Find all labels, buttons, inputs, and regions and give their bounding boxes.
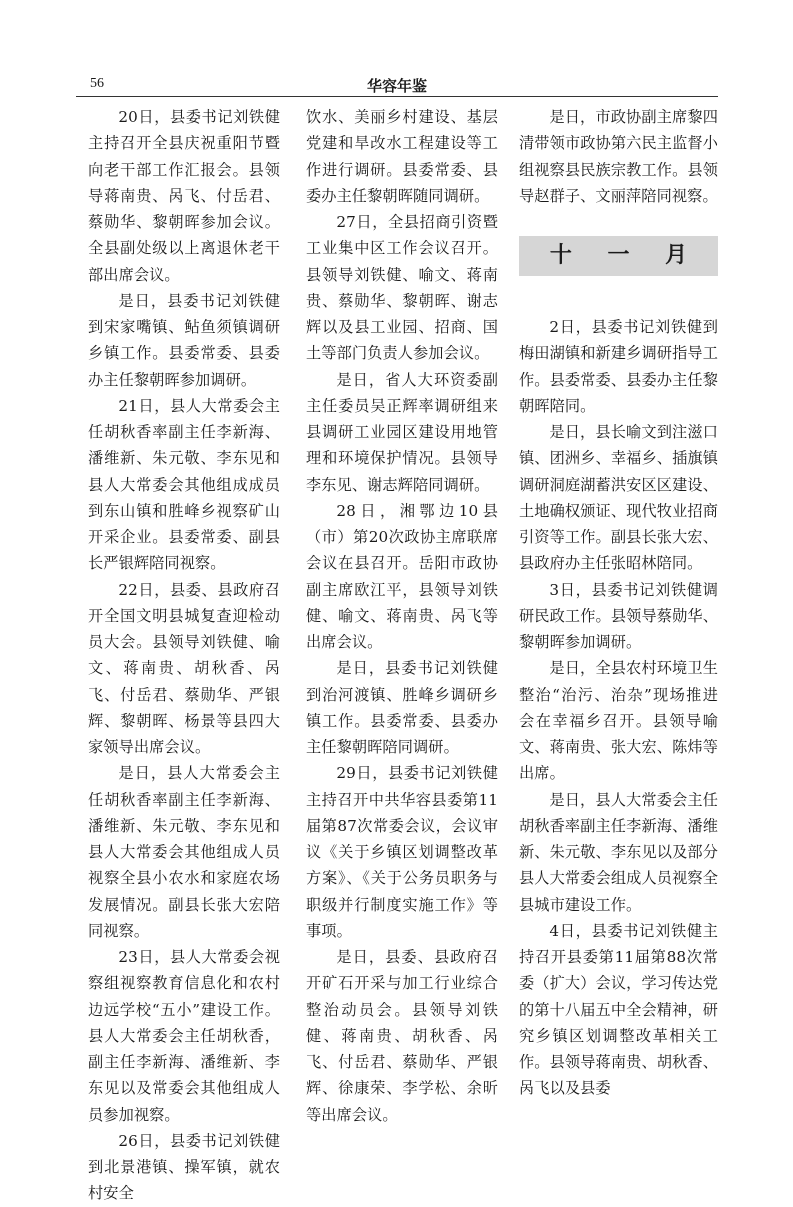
column-right-top [519,104,718,209]
entry-paragraph: 28日，湘鄂边10县（市）第20次政协主席联席会议在县召开。岳阳市政协副主席欧江平，县领导刘铁健、喻文、蒋南贵、呙飞等出席会议。 [306,501,498,651]
entry-paragraph: 21日，县人大常委会主任胡秋香率副主任李新海、潘维新、朱元敬、李东见和县人大常委会其他组成成员到东山镇和胜峰乡视察矿山开采企业。县委常委、副县长严银辉陪同视察。 [88,396,280,573]
entry-paragraph: 是日，县委书记刘铁健到宋家嘴镇、鲇鱼须镇调研乡镇工作。县委常委、县委办主任黎朝晖参加调研。 [88,291,280,389]
entry-paragraph: 是日，县人大常委会主任胡秋香率副主任李新海、潘维新、朱元敬、李东见以及部分县人大常委会组成人员视察全县城市建设工作。 [519,790,718,914]
entry-paragraph: 23日，县人大常委会视察组视察教育信息化和农村边远学校“五小”建设工作。县人大常委会主任胡秋香，副主任李新海、潘维新、李东见以及常委会其他组成人员参加视察。 [88,948,280,1124]
entry-paragraph: 是日，省人大环资委副主任委员吴正辉率调研组来县调研工业园区建设用地管理和环境保护情况。县领导李东见、谢志辉陪同调研。 [306,370,498,494]
entry-paragraph: 是日，市政协副主席黎四清带领市政协第六民主监督小组视察县民族宗教工作。县领导赵群子、文丽萍陪同视察。 [519,108,718,205]
column-left [88,104,280,1207]
entry-paragraph: 4日，县委书记刘铁健主持召开县委第11届第88次常委（扩大）会议，学习传达党的第十八届五中全会精神，研究乡镇区划调整改革相关工作。县领导蒋南贵、胡秋香、呙飞以及县委 [519,921,718,1098]
entry-paragraph: 3日，县委书记刘铁健调研民政工作。县领导蔡勋华、黎朝晖参加调研。 [519,580,718,651]
column-right-bottom [519,314,718,1102]
entry-paragraph: 是日，全县农村环境卫生整治“治污、治杂”现场推进会在幸福乡召开。县领导喻文、蒋南贵、张大宏、陈炜等出席。 [519,659,718,783]
entry-paragraph-continued: 饮水、美丽乡村建设、基层党建和旱改水工程建设等工作进行调研。县委常委、县委办主任黎朝晖随同调研。 [306,108,498,205]
month-heading: 十 一 月 [549,243,702,268]
column-middle [306,104,498,1128]
entry-paragraph: 29日，县委书记刘铁健主持召开中共华容县委第11届第87次常委会议，会议审议《关于乡镇区划调整改革方案》、《关于公务员职务与职级并行制度实施工作》等事项。 [306,764,498,940]
entry-paragraph: 是日，县人大常委会主任胡秋香率副主任李新海、潘维新、朱元敬、李东见和县人大常委会其他组成人员视察全县小农水和家庭农场发展情况。副县长张大宏陪同视察。 [88,764,280,940]
month-heading-banner [519,236,718,276]
entry-paragraph: 20日，县委书记刘铁健主持召开全县庆祝重阳节暨向老干部工作汇报会。县领导蒋南贵、呙飞、付岳君、蔡勋华、黎朝晖参加会议。全县副处级以上离退休老干部出席会议。 [88,108,280,284]
entry-paragraph: 26日，县委书记刘铁健到北景港镇、操军镇，就农村安全 [88,1131,280,1203]
page-number: 56 [90,76,104,91]
entry-paragraph: 是日，县委书记刘铁健到治河渡镇、胜峰乡调研乡镇工作。县委常委、县委办主任黎朝晖陪同调研。 [306,659,498,756]
page-header [76,74,718,97]
running-title: 华容年鉴 [366,77,427,95]
entry-paragraph: 是日，县委、县政府召开矿石开采与加工行业综合整治动员会。县领导刘铁健、蒋南贵、胡秋香、呙飞、付岳君、蔡勋华、严银辉、徐康荣、李学松、余昕等出席会议。 [306,948,498,1124]
entry-paragraph: 是日，县长喻文到注滋口镇、团洲乡、幸福乡、插旗镇调研洞庭湖蓄洪安区区建设、土地确权颁证、现代牧业招商引资等工作。副县长张大宏、县政府办主任张昭林陪同。 [519,423,718,573]
entry-paragraph: 27日，全县招商引资暨工业集中区工作会议召开。县领导刘铁健、喻文、蒋南贵、蔡勋华、黎朝晖、谢志辉以及县工业园、招商、国土等部门负责人参加会议。 [306,213,498,363]
entry-paragraph: 2日，县委书记刘铁健到梅田湖镇和新建乡调研指导工作。县委常委、县委办主任黎朝晖陪同。 [519,318,718,415]
entry-paragraph: 22日，县委、县政府召开全国文明县城复查迎检动员大会。县领导刘铁健、喻文、蒋南贵、胡秋香、呙飞、付岳君、蔡勋华、严银辉、黎朝晖、杨景等县四大家领导出席会议。 [88,580,280,756]
